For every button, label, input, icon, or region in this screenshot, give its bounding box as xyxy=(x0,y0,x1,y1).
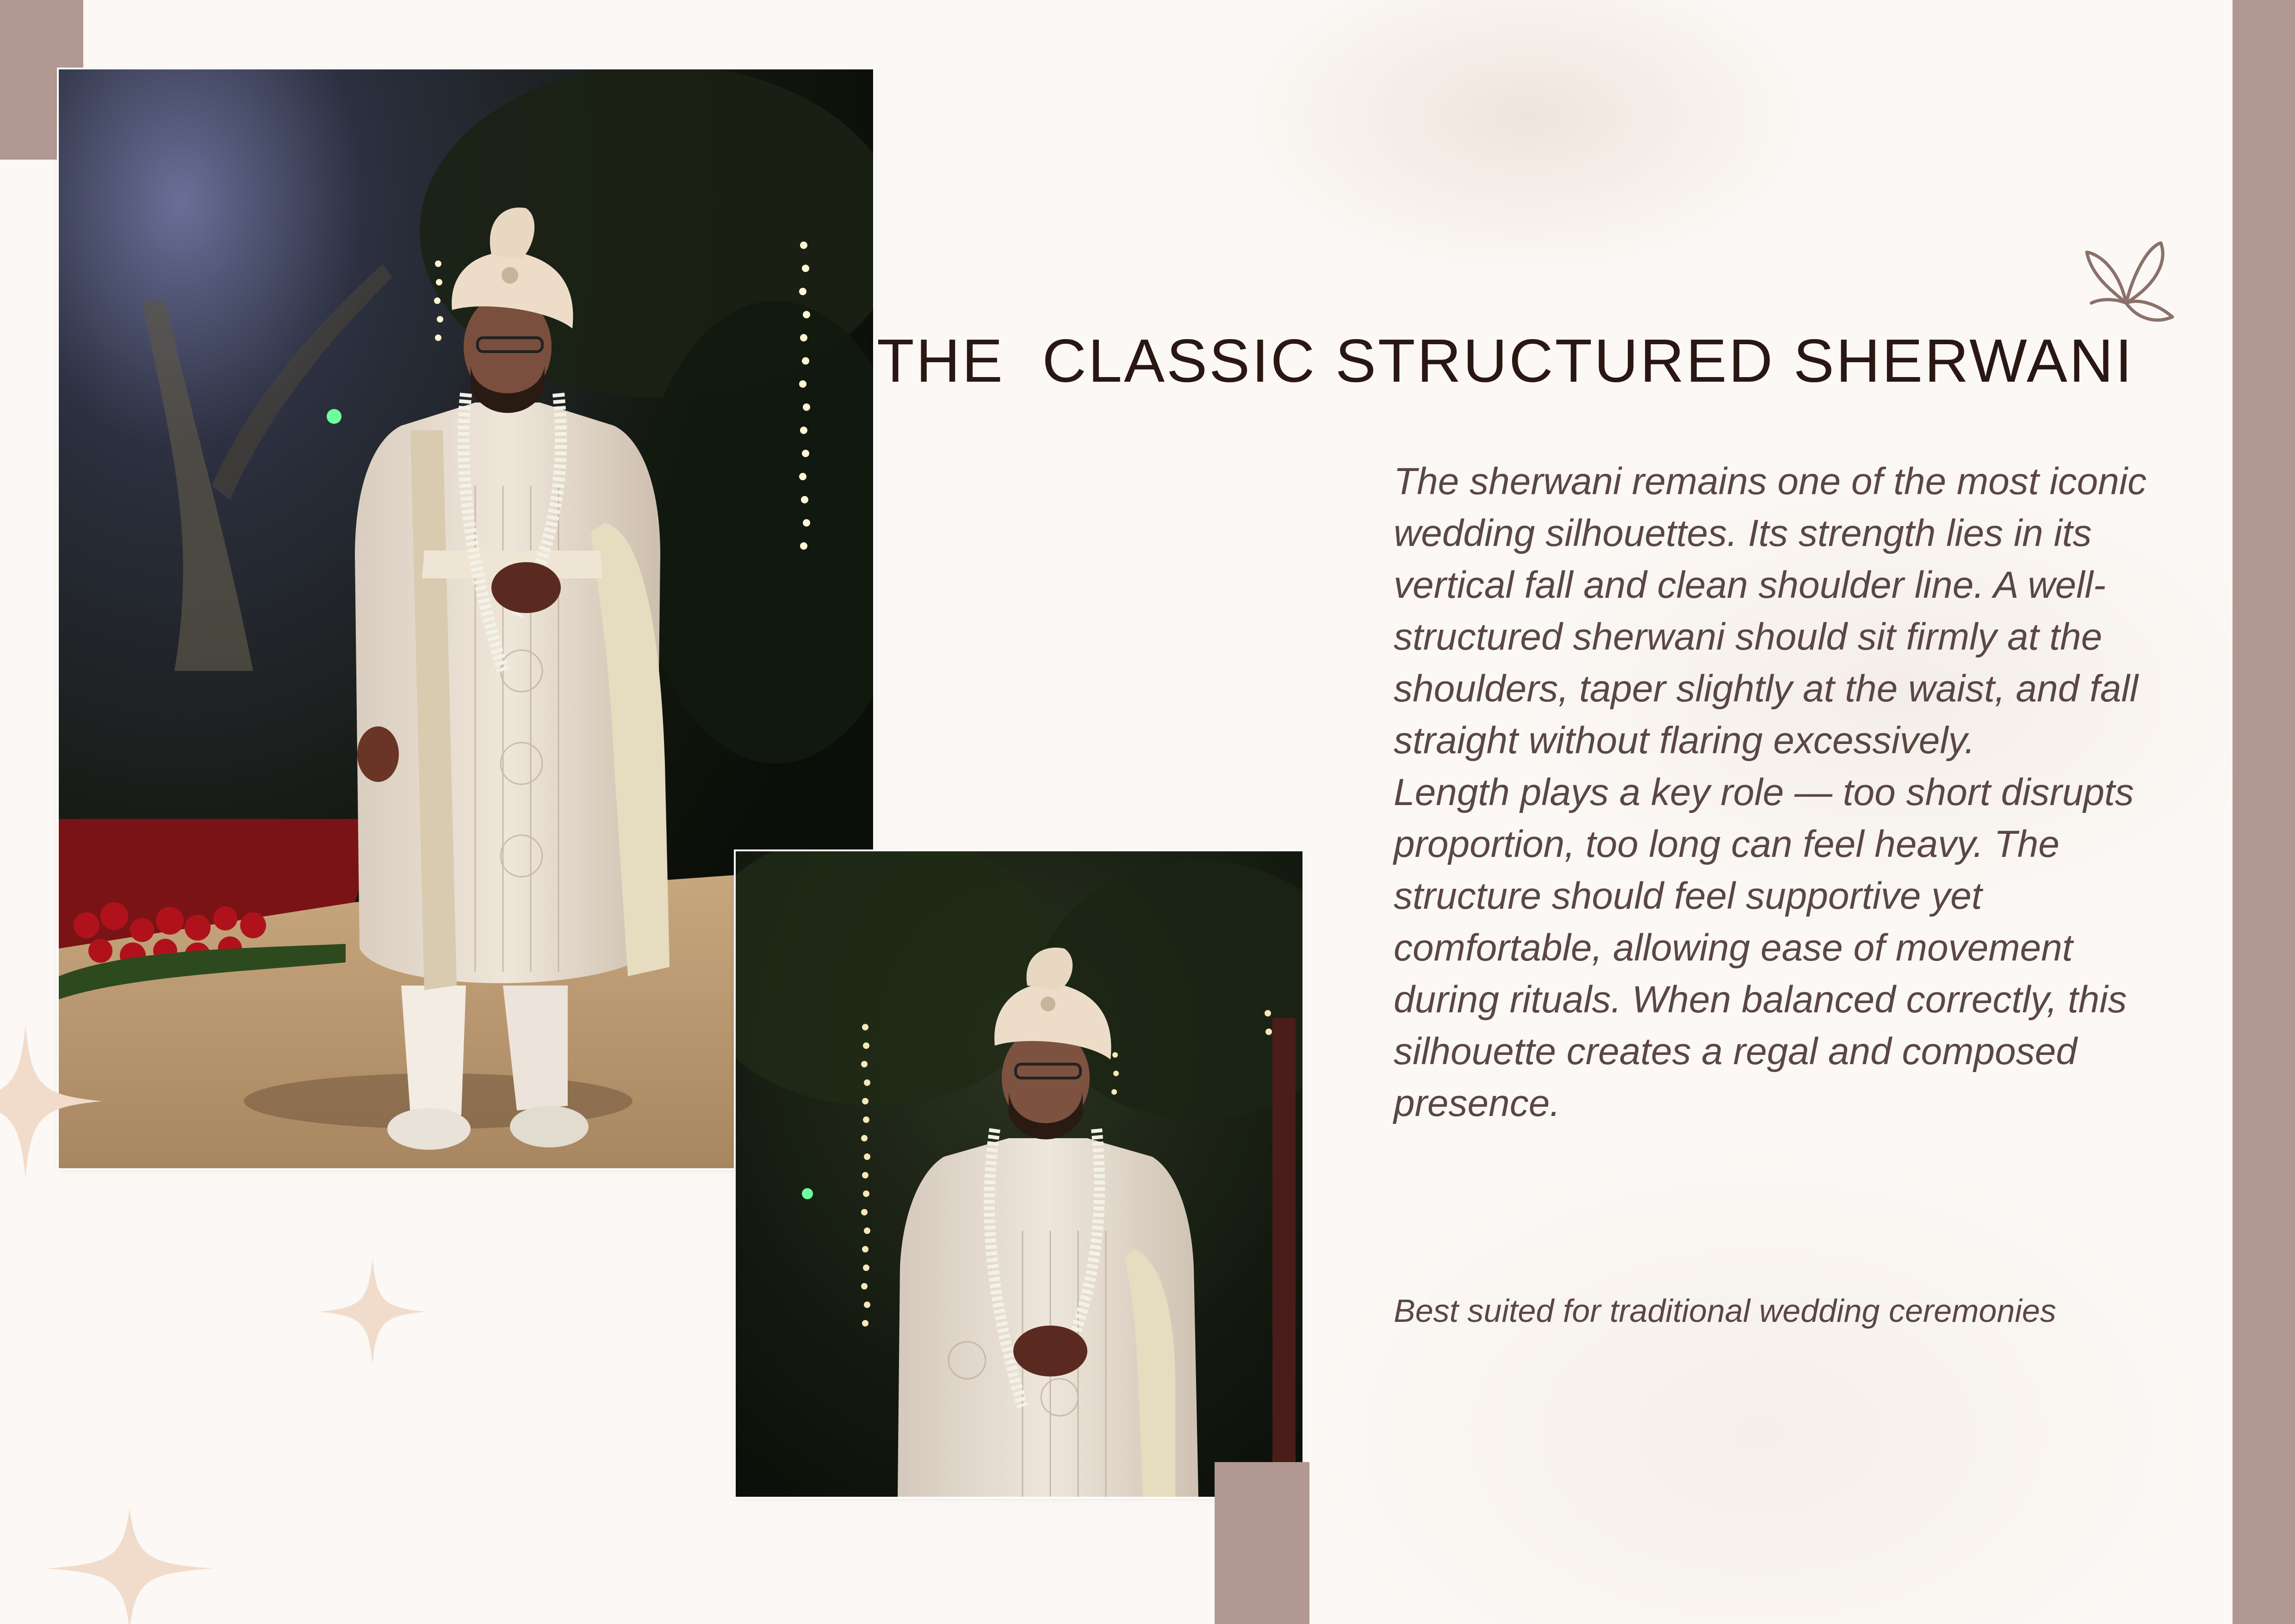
bottom-accent-block xyxy=(1215,1462,1309,1624)
photo-three-quarter-groom xyxy=(736,851,1303,1497)
description-paragraph: Length plays a key role — too short disrupts proportion, too long can feel heavy. The structure should feel supportive yet comfortable, allowing ease of movement during rituals. When balanced correctly, this silhouette creates a regal and composed presence. xyxy=(1394,771,2134,1124)
photo-three-quarter-groom-image xyxy=(736,851,1303,1497)
sparkle-icon xyxy=(46,1508,213,1624)
right-accent-bar xyxy=(2233,0,2295,1624)
sparkle-icon xyxy=(319,1258,426,1365)
description-text xyxy=(1394,456,2171,1129)
butterfly-icon xyxy=(2082,234,2179,326)
suitability-note: Best suited for traditional wedding ceremonies xyxy=(1394,1293,2056,1329)
sparkle-icon xyxy=(0,1018,102,1184)
page-title: THE CLASSIC STRUCTURED SHERWANI xyxy=(877,327,2134,395)
description-paragraph: The sherwani remains one of the most iconic wedding silhouettes. Its strength lies in its vertical fall and clean shoulder line. A well-structured sherwani should sit firmly at the shoulders, taper slightly at the waist, and fall straight without flaring excessively. xyxy=(1394,460,2147,762)
